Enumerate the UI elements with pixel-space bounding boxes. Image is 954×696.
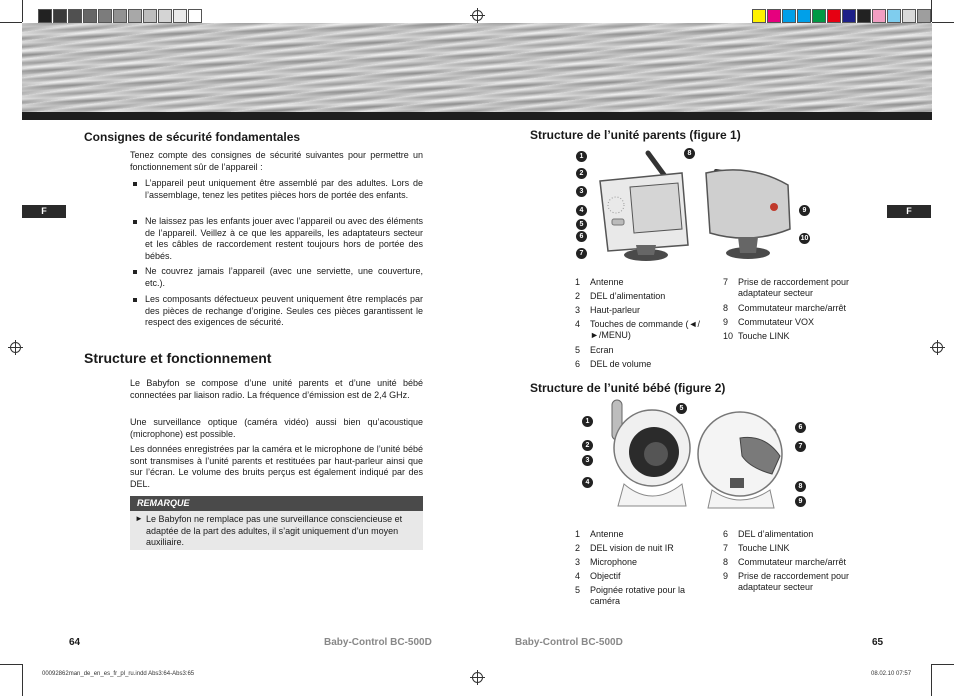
language-tab-right: F	[887, 205, 931, 218]
section-title-safety: Consignes de sécurité fondamentales	[84, 130, 301, 144]
callout-4: 4	[582, 477, 593, 488]
gray-swatch	[128, 9, 142, 23]
color-swatch	[752, 9, 766, 23]
color-swatch	[812, 9, 826, 23]
fig2-list-right: 6 DEL d’alimentation 7 Touche LINK 8 Commutateur marche/arrêt 9 Prise de raccordement pour adaptateur secteur	[723, 529, 850, 592]
header-banner	[22, 23, 932, 112]
baby-unit-figure	[590, 398, 800, 513]
slug-date: 08.02.10 07:57	[871, 671, 912, 677]
registration-mark-icon	[472, 672, 483, 683]
footer-product-right: Baby-Control BC-500D	[515, 637, 623, 648]
registration-mark-icon	[932, 342, 943, 353]
callout-8: 8	[684, 148, 695, 159]
color-swatch	[767, 9, 781, 23]
crop-mark	[22, 0, 23, 22]
callout-10: 10	[800, 235, 809, 242]
callout-2: 2	[582, 440, 593, 451]
callout-5: 5	[676, 403, 687, 414]
gray-swatch	[68, 9, 82, 23]
fig2-list-left: 1 Antenne 2 DEL vision de nuit IR 3 Microphone 4 Objectif 5 Poignée rotative pour la caméra	[575, 529, 686, 606]
figure2-title: Structure de l’unité bébé (figure 2)	[530, 381, 726, 395]
callout-7: 7	[576, 248, 587, 259]
gray-swatch	[173, 9, 187, 23]
callout-7: 7	[795, 441, 806, 452]
registration-mark-icon	[472, 10, 483, 21]
footer-product-left: Baby-Control BC-500D	[324, 637, 432, 648]
callout-8: 8	[795, 481, 806, 492]
gray-swatch	[98, 9, 112, 23]
safety-bullet: Ne couvrez jamais l’appareil (avec une serviette, une couverture, etc.).	[130, 266, 423, 289]
callout-5: 5	[576, 219, 587, 230]
crop-mark	[931, 0, 932, 22]
color-swatch	[887, 9, 901, 23]
fig1-list-left: 1 Antenne 2 DEL d’alimentation 3 Haut-parleur 4 Touches de commande (◄/►/MENU) 5 Ecran 6 DEL de volume	[575, 277, 700, 369]
structure-paragraph: Une surveillance optique (caméra vidéo) aussi bien qu’acoustique (microphone) est possible.	[130, 417, 423, 439]
safety-bullet: L’appareil peut uniquement être assemblé par des adultes. Lors de l’assemblage, tenez les petites pièces hors de portée des enfants.	[130, 178, 423, 201]
crop-mark	[22, 664, 23, 696]
callout-2: 2	[576, 168, 587, 179]
color-swatch	[902, 9, 916, 23]
color-swatch	[917, 9, 931, 23]
slug-filename: 00092862man_de_en_es_fr_pl_ru.indd Abs3:64-Abs3:65	[42, 671, 195, 677]
note-title: REMARQUE	[137, 498, 190, 508]
gray-swatch	[113, 9, 127, 23]
gray-swatch	[188, 9, 202, 23]
gray-swatch	[83, 9, 97, 23]
color-swatch	[797, 9, 811, 23]
page-number-right: 65	[872, 637, 884, 648]
crop-mark	[0, 664, 22, 665]
callout-6: 6	[795, 422, 806, 433]
page-number-left: 64	[69, 637, 81, 648]
structure-paragraph: Les données enregistrées par la caméra et le microphone de l’unité bébé sont transmises à l’unité parents et restituées par haut-parleur ainsi que sur l’écran. Le volume des bruits perçus est également indiqué par des DEL.	[130, 444, 423, 489]
callout-6: 6	[576, 231, 587, 242]
play-arrow-icon: ►	[135, 514, 143, 523]
note-text: Le Babyfon ne remplace pas une surveillance consciencieuse et adaptée de la part des adultes, il s’agit uniquement d’un moyen auxiliaire.	[146, 514, 403, 548]
crop-mark	[0, 22, 22, 23]
header-rule	[22, 112, 932, 120]
note-header	[130, 496, 423, 511]
fig1-list-right: 7 Prise de raccordement pour adaptateur secteur 8 Commutateur marche/arrêt 9 Commutateur VOX 10 Touche LINK	[723, 277, 850, 341]
callout-1: 1	[576, 151, 587, 162]
callout-9: 9	[795, 496, 806, 507]
gray-swatch	[38, 9, 52, 23]
gray-swatch	[143, 9, 157, 23]
callout-4: 4	[576, 205, 587, 216]
callout-9: 9	[799, 205, 810, 216]
crop-mark	[931, 664, 932, 696]
callout-1: 1	[582, 416, 593, 427]
color-swatch	[872, 9, 886, 23]
crop-mark	[932, 22, 954, 23]
registration-mark-icon	[10, 342, 21, 353]
color-swatch	[827, 9, 841, 23]
color-swatch	[857, 9, 871, 23]
callout-3: 3	[576, 186, 587, 197]
parent-unit-figure	[570, 145, 815, 265]
section-title-structure: Structure et fonctionnement	[84, 350, 272, 366]
gray-swatch	[158, 9, 172, 23]
language-tab-left: F	[22, 205, 66, 218]
safety-bullet: Ne laissez pas les enfants jouer avec l’appareil ou avec des éléments de l’appareil. Veillez à ce que les appareils, les adaptateurs secteur et les câbles de raccordement restent toujours hors de portée des bébés.	[130, 216, 423, 262]
color-swatch	[842, 9, 856, 23]
safety-intro: Tenez compte des consignes de sécurité suivantes pour permettre un fonctionnement sûr de l’appareil :	[130, 150, 423, 172]
note-box	[130, 511, 423, 550]
figure1-title: Structure de l’unité parents (figure 1)	[530, 128, 741, 142]
structure-paragraph: Le Babyfon se compose d’une unité parents et d’une unité bébé connectées par liaison radio. La fréquence d’émission est de 2,4 GHz.	[130, 378, 423, 400]
color-swatch	[782, 9, 796, 23]
callout-3: 3	[582, 455, 593, 466]
safety-bullet: Les composants défectueux peuvent uniquement être remplacés par des pièces de rechange d’origine. Seules ces pièces garantissent le respect des exigences de sécurité.	[130, 294, 423, 329]
crop-mark	[932, 664, 954, 665]
gray-swatch	[53, 9, 67, 23]
